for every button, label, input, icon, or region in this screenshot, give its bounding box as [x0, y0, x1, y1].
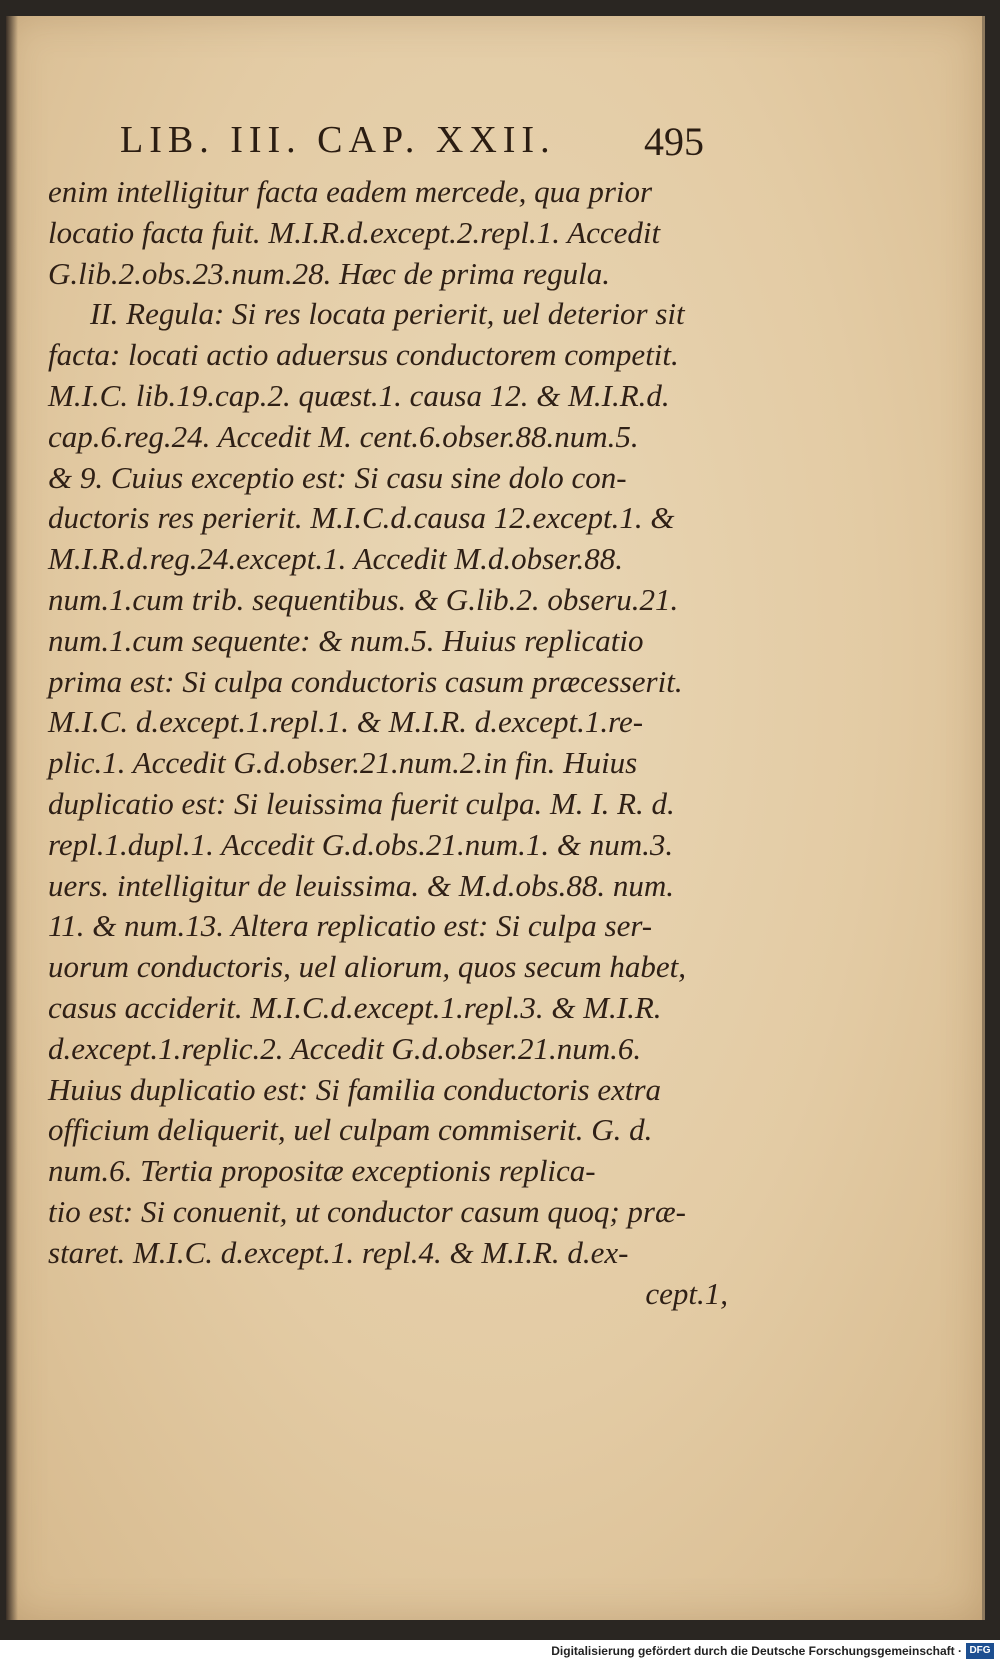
text-line: M.I.C. d.except.1.repl.1. & M.I.R. d.except.1.re- — [48, 704, 644, 740]
text-line: num.6. Tertia propositæ exceptionis replica- — [48, 1153, 596, 1189]
text-line: M.I.C. lib.19.cap.2. quæst.1. causa 12. & M.I.R.d. — [48, 377, 670, 413]
text-line: Huius duplicatio est: Si familia conductoris extra — [48, 1071, 662, 1107]
text-line: uorum conductoris, uel aliorum, quos secum habet, — [48, 949, 687, 985]
footer-bar — [0, 1640, 1000, 1666]
text-line: repl.1.dupl.1. Accedit G.d.obs.21.num.1. & num.3. — [48, 826, 674, 862]
text-line: & 9. Cuius exceptio est: Si casu sine dolo con- — [48, 459, 627, 495]
text-line: ductoris res perierit. M.I.C.d.causa 12.except.1. & — [48, 500, 675, 536]
page-gutter-shadow — [6, 16, 18, 1620]
text-line: staret. M.I.C. d.except.1. repl.4. & M.I.R. d.ex- — [48, 1234, 629, 1270]
text-line: officium deliquerit, uel culpam commiserit. G. d. — [48, 1112, 653, 1148]
dfg-logo-icon: DFG — [966, 1643, 994, 1659]
body-text — [48, 172, 728, 1314]
text-line: uers. intelligitur de leuissima. & M.d.obs.88. num. — [48, 867, 675, 903]
text-line: G.lib.2.obs.23.num.28. Hæc de prima regula. — [48, 255, 610, 291]
text-line: II. Regula: Si res locata perierit, uel deterior sit — [90, 296, 685, 332]
text-line: facta: locati actio aduersus conductorem competit. — [48, 337, 679, 373]
text-line: duplicatio est: Si leuissima fuerit culpa. M. I. R. d. — [48, 785, 675, 821]
page-number: 495 — [644, 119, 704, 164]
text-line: tio est: Si conuenit, ut conductor casum quoq; præ- — [48, 1193, 686, 1229]
running-header: LIB. III. CAP. XXII. — [120, 119, 556, 161]
text-line: casus acciderit. M.I.C.d.except.1.repl.3. & M.I.R. — [48, 989, 662, 1025]
text-line: 11. & num.13. Altera replicatio est: Si culpa ser- — [48, 908, 653, 944]
text-line: M.I.R.d.reg.24.except.1. Accedit M.d.obser.88. — [48, 541, 624, 577]
text-line: d.except.1.replic.2. Accedit G.d.obser.21.num.6. — [48, 1030, 642, 1066]
text-line: num.1.cum sequente: & num.5. Huius replicatio — [48, 622, 644, 658]
catchword: cept.1, — [645, 1275, 728, 1311]
text-line: cap.6.reg.24. Accedit M. cent.6.obser.88.num.5. — [48, 418, 639, 454]
text-line: enim intelligitur facta eadem mercede, qua prior — [48, 174, 653, 209]
text-line: locatio facta fuit. M.I.R.d.except.2.repl.1. Accedit — [48, 214, 661, 250]
text-line: plic.1. Accedit G.d.obser.21.num.2.in fin. Huius — [48, 745, 638, 781]
text-line: prima est: Si culpa conductoris casum præcesserit. — [48, 663, 683, 699]
text-line: num.1.cum trib. sequentibus. & G.lib.2. obseru.21. — [48, 581, 679, 617]
funding-notice: Digitalisierung gefördert durch die Deutsche Forschungsgemeinschaft · — [551, 1644, 962, 1658]
